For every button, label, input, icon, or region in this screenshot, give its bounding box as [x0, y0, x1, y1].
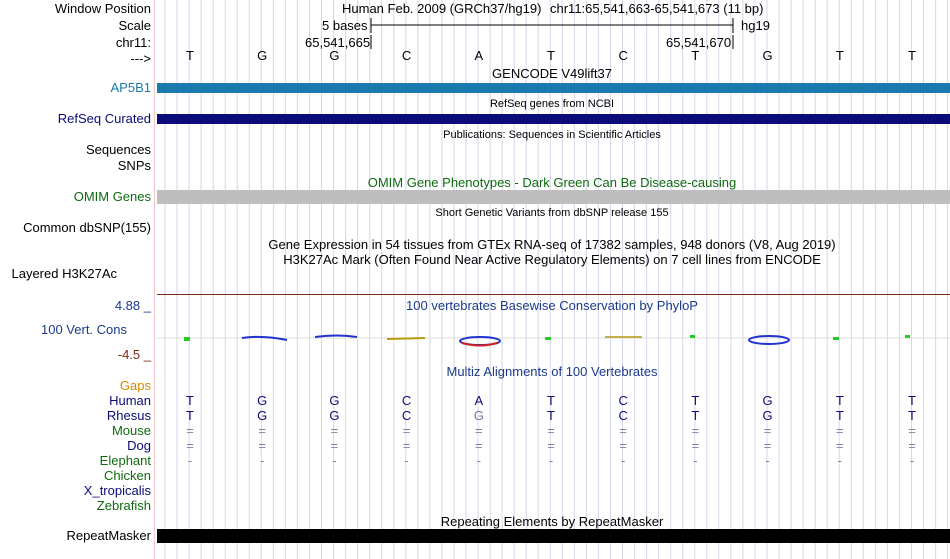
- rhesus-base: G: [257, 408, 268, 423]
- omim-gene-bar[interactable]: [157, 190, 950, 204]
- elephant-base: -: [621, 453, 626, 468]
- h3k27ac-label[interactable]: Layered H3K27Ac: [11, 266, 117, 281]
- gencode-track-title: GENCODE V49lift37: [492, 66, 612, 81]
- refseq-curated-label[interactable]: RefSeq Curated: [57, 111, 151, 126]
- sequence-base: T: [186, 48, 194, 63]
- dog-base: =: [475, 438, 483, 453]
- conservation-min-label: -4.5 _: [117, 347, 151, 362]
- sequence-base: T: [547, 48, 555, 63]
- mouse-base: =: [258, 423, 266, 438]
- scale-bar: [370, 17, 735, 34]
- chrom-label[interactable]: chr11:: [115, 35, 151, 50]
- species-x-tropicalis[interactable]: X_tropicalis: [83, 483, 151, 498]
- sequences-label[interactable]: Sequences: [85, 142, 151, 157]
- strand-arrow-label[interactable]: --->: [130, 51, 151, 66]
- mouse-base: =: [763, 423, 772, 438]
- gaps-label[interactable]: Gaps: [119, 378, 151, 393]
- h3k27ac-track-title: H3K27Ac Mark (Often Found Near Active Regulatory Elements) on 7 cell lines from ENCODE: [283, 252, 821, 267]
- sequence-base: G: [329, 48, 340, 63]
- window-position-label[interactable]: Window Position: [54, 1, 151, 16]
- dbsnp-label[interactable]: Common dbSNP(155): [23, 220, 151, 235]
- repeatmasker-label[interactable]: RepeatMasker: [66, 528, 151, 543]
- elephant-base: -: [187, 453, 193, 468]
- rhesus-base: G: [473, 408, 484, 423]
- rhesus-base: G: [762, 408, 773, 423]
- sequence-base: G: [762, 48, 773, 63]
- sequence-base: C: [401, 48, 412, 63]
- ap5b1-gene-label[interactable]: AP5B1: [110, 80, 151, 95]
- elephant-base: -: [909, 453, 915, 468]
- species-rhesus[interactable]: Rhesus: [106, 408, 151, 423]
- refseq-track-title: RefSeq genes from NCBI: [489, 98, 615, 110]
- phylop-conservation-plot[interactable]: [157, 325, 950, 350]
- sequence-base: T: [908, 48, 916, 63]
- rhesus-base: T: [186, 408, 194, 423]
- mouse-base: =: [836, 423, 844, 438]
- track-label-panel: [0, 0, 155, 559]
- omim-genes-label[interactable]: OMIM Genes: [73, 189, 151, 204]
- scale-text: 5 bases: [322, 18, 368, 33]
- human-base: T: [908, 393, 916, 408]
- omim-track-title: OMIM Gene Phenotypes - Dark Green Can Be Disease-causing: [367, 175, 737, 190]
- snps-label[interactable]: SNPs: [117, 158, 151, 173]
- rhesus-base: T: [691, 408, 700, 423]
- elephant-base: -: [476, 453, 481, 468]
- dog-base: =: [691, 438, 700, 453]
- rhesus-base: T: [547, 408, 555, 423]
- sequence-base: A: [474, 48, 484, 63]
- elephant-base: -: [404, 453, 409, 468]
- dbsnp-track-title: Short Genetic Variants from dbSNP release 155: [435, 207, 669, 219]
- multiz-track-title: Multiz Alignments of 100 Vertebrates: [446, 364, 658, 379]
- human-base: C: [618, 393, 628, 408]
- scale-label[interactable]: Scale: [118, 18, 151, 33]
- window-position-text: chr11:65,541,663-65,541,673 (11 bp): [550, 1, 764, 16]
- elephant-base: -: [693, 453, 698, 468]
- dog-base: =: [258, 438, 266, 453]
- dog-base: =: [186, 438, 194, 453]
- dog-base: =: [908, 438, 916, 453]
- gtex-track-title: Gene Expression in 54 tissues from GTEx RNA-seq of 17382 samples, 948 donors (V8, Aug 2019): [268, 237, 836, 252]
- elephant-base: -: [548, 453, 554, 468]
- human-base: T: [835, 393, 844, 408]
- elephant-base: -: [260, 453, 265, 468]
- sequence-base: T: [835, 48, 844, 63]
- gencode-gene-bar[interactable]: [157, 83, 950, 93]
- human-base: A: [474, 393, 484, 408]
- rhesus-base: T: [908, 408, 916, 423]
- dog-base: =: [547, 438, 555, 453]
- human-base: T: [547, 393, 555, 408]
- human-base: G: [329, 393, 340, 408]
- elephant-base: -: [765, 453, 770, 468]
- human-base: G: [762, 393, 773, 408]
- mouse-base: =: [330, 423, 339, 438]
- conservation-max-label: 4.88 _: [114, 298, 151, 313]
- species-zebrafish[interactable]: Zebrafish: [96, 498, 151, 513]
- repeatmasker-track-title: Repeating Elements by RepeatMasker: [440, 514, 664, 529]
- mouse-base: =: [402, 423, 411, 438]
- rhesus-base: C: [401, 408, 412, 423]
- phylop-track-title: 100 vertebrates Basewise Conservation by PhyloP: [406, 298, 698, 313]
- conservation-label[interactable]: 100 Vert. Cons: [41, 322, 127, 337]
- publications-track-title: Publications: Sequences in Scientific Articles: [443, 129, 661, 141]
- elephant-base: -: [837, 453, 842, 468]
- rhesus-base: G: [329, 408, 340, 423]
- h3k27ac-baseline: [157, 294, 950, 295]
- species-mouse[interactable]: Mouse: [111, 423, 151, 438]
- sequence-base: C: [618, 48, 628, 63]
- mouse-base: =: [619, 423, 627, 438]
- scale-db: hg19: [741, 18, 770, 33]
- rhesus-base: T: [835, 408, 844, 423]
- mouse-base: =: [908, 423, 916, 438]
- mouse-base: =: [475, 423, 483, 438]
- mouse-base: =: [691, 423, 700, 438]
- human-base: C: [401, 393, 412, 408]
- human-base: G: [257, 393, 268, 408]
- assembly-title: Human Feb. 2009 (GRCh37/hg19): [342, 1, 542, 16]
- dog-base: =: [330, 438, 339, 453]
- elephant-base: -: [332, 453, 337, 468]
- position-left: 65,541,665: [305, 35, 371, 50]
- dog-base: =: [836, 438, 844, 453]
- species-dog[interactable]: Dog: [127, 438, 151, 453]
- human-base: T: [186, 393, 194, 408]
- human-base: T: [691, 393, 700, 408]
- rhesus-base: C: [618, 408, 628, 423]
- mouse-base: =: [186, 423, 194, 438]
- dog-base: =: [763, 438, 772, 453]
- dog-base: =: [402, 438, 411, 453]
- repeatmasker-element-bar[interactable]: [157, 529, 950, 543]
- position-right: 65,541,670: [666, 35, 732, 50]
- species-human[interactable]: Human: [109, 393, 151, 408]
- refseq-gene-bar[interactable]: [157, 114, 950, 124]
- sequence-base: T: [691, 48, 700, 63]
- species-elephant[interactable]: Elephant: [99, 453, 151, 468]
- dog-base: =: [619, 438, 627, 453]
- mouse-base: =: [547, 423, 555, 438]
- species-chicken[interactable]: Chicken: [104, 468, 151, 483]
- sequence-base: G: [257, 48, 268, 63]
- track-image-area[interactable]: [157, 0, 950, 559]
